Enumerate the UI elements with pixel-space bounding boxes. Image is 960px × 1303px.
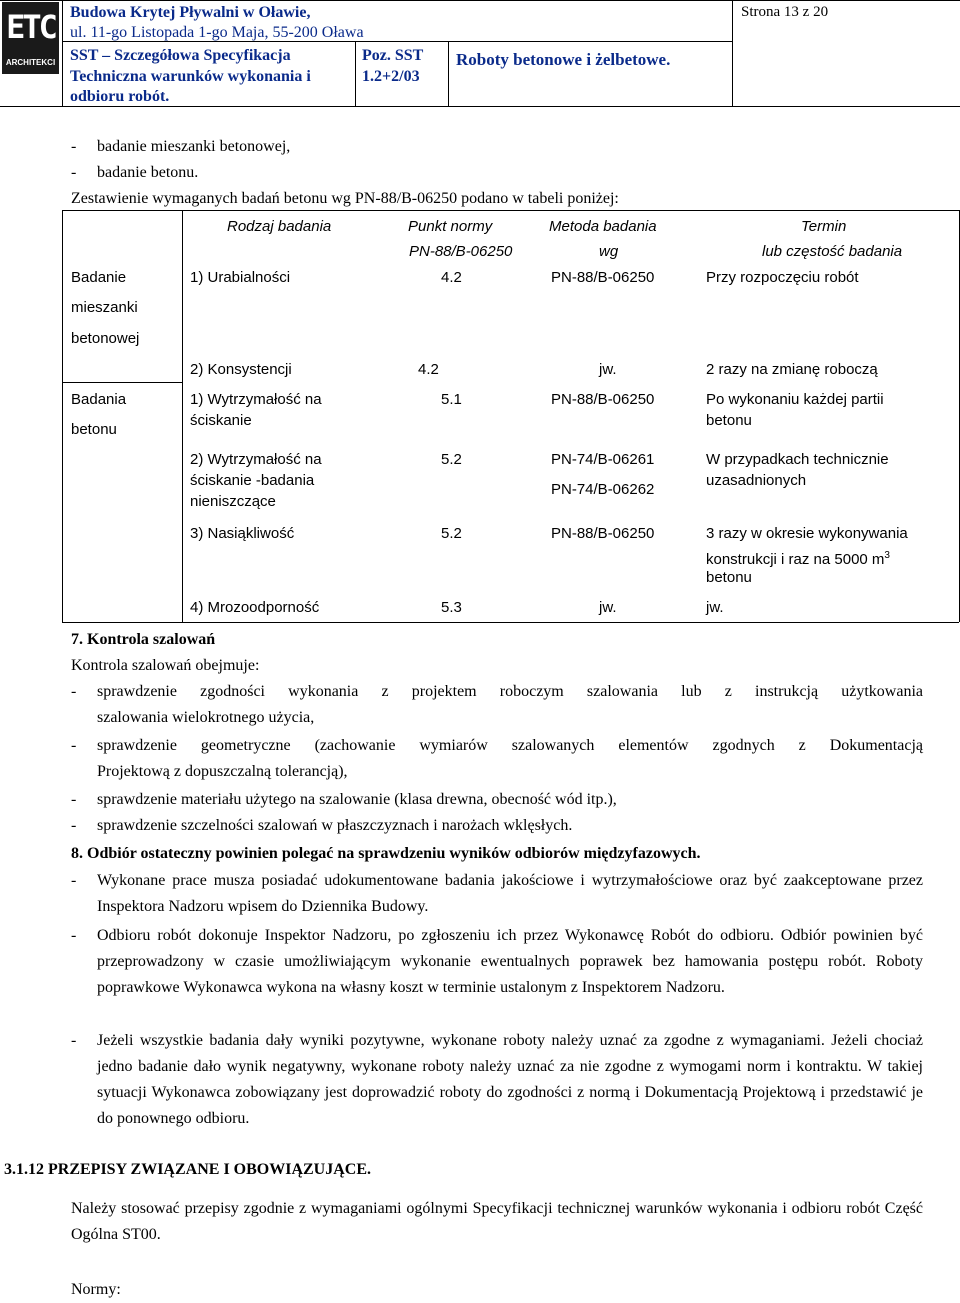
paragraph: Jeżeli wszystkie badania dały wyniki pozytywne, wykonane roboty należy uznać za zgodne z wymaganiami. Jeżeli chociaż jedno badanie dało wynik negatywny, wykonane roboty należy uznać za nie zgodne z wymogami norm i kontraktu. W takiej sytuacji Wykonawca zobowiązany jest doprowadzić roboty do zgodności z normą i Dokumentacją Projektową i przedstawić je do ponownego odbioru. <box>97 1032 923 1127</box>
table-cell: betonu <box>706 569 752 586</box>
list-item: sprawdzenie geometryczne (zachowanie wymiarów szalowanych elementów zgodnych z Dokumentacją <box>97 737 923 754</box>
table-cell: 4.2 <box>418 361 439 378</box>
section-title: Roboty betonowe i żelbetowe. <box>456 50 671 69</box>
normy-label: Normy: <box>71 1281 121 1298</box>
table-cell: Po wykonaniu każdej partii <box>706 391 884 408</box>
dash: - <box>71 737 77 754</box>
table-cell: 3) Nasiąkliwość <box>190 525 295 542</box>
table-group-divider <box>62 382 182 383</box>
list-item: sprawdzenie materiału użytego na szalowanie (klasa drewna, obecność wód itp.), <box>97 791 617 808</box>
spec-title-line2: Techniczna warunków wykonania i <box>70 68 311 85</box>
header-col-line <box>62 0 63 106</box>
table-cell: 2 razy na zmianę roboczą <box>706 361 878 378</box>
logo-subtitle: ARCHITEKCI <box>5 58 56 67</box>
table-border <box>62 210 959 211</box>
table-cell: W przypadkach technicznie <box>706 451 889 468</box>
header-bottom-border <box>0 106 960 107</box>
dash: - <box>71 1032 77 1049</box>
page-number: Strona 13 z 20 <box>741 4 829 20</box>
page-header <box>0 0 960 106</box>
group-label: Badanie <box>71 269 127 286</box>
table-cell: PN-74/B-06261 <box>551 451 655 468</box>
header-col-line <box>448 42 449 106</box>
logo-letters: ETC <box>6 8 55 46</box>
col-header-termin-sub: lub częstość badania <box>762 243 903 260</box>
project-address: ul. 11-go Listopada 1-go Maja, 55-200 Oława <box>70 24 364 41</box>
termin-text: konstrukcji i raz na 5000 m <box>706 551 885 568</box>
table-cell: 4.2 <box>441 269 462 286</box>
table-cell <box>706 546 890 570</box>
col-header-metoda: Metoda badania <box>549 218 657 235</box>
dash: - <box>71 683 77 700</box>
section-heading: 7. Kontrola szalowań <box>71 631 216 648</box>
list-item: badanie betonu. <box>97 164 199 181</box>
project-name: Budowa Krytej Pływalni w Oławie, <box>70 4 311 21</box>
table-cell: ściskanie <box>190 412 252 429</box>
paragraph: Wykonane prace musza posiadać udokumentowane badania jakościowe i wytrzymałościowe oraz być zaakceptowane przez Inspektora Nadzoru wpisem do Dziennika Budowy. <box>97 872 923 915</box>
paragraph: Należy stosować przepisy zgodnie z wymaganiami ogólnymi Specyfikacji technicznej warunków wykonania i odbioru robót Część Ogólna ST00. <box>71 1200 923 1243</box>
dash: - <box>71 817 77 834</box>
table-cell: ściskanie -badania <box>190 472 315 489</box>
group-label: betonowej <box>71 330 140 347</box>
dash: - <box>71 164 77 181</box>
table-cell: jw. <box>706 599 724 616</box>
table-cell: 5.3 <box>441 599 462 616</box>
spec-title-line3: odbioru robót. <box>70 88 170 105</box>
col-header-termin: Termin <box>801 218 847 235</box>
col-header-rodzaj: Rodzaj badania <box>227 218 332 235</box>
superscript: 3 <box>884 550 890 561</box>
col-header-punkt-norma: PN-88/B-06250 <box>409 243 513 260</box>
header-col-line <box>355 42 356 106</box>
section-heading: 3.1.12 PRZEPISY ZWIĄZANE I OBOWIĄZUJĄCE. <box>4 1161 372 1178</box>
table-border <box>62 210 63 622</box>
section-heading: 8. Odbiór ostateczny powinien polegać na sprawdzeniu wyników odbiorów międzyfazowych. <box>71 845 701 862</box>
table-cell: 3 razy w okresie wykonywania <box>706 525 908 542</box>
dash: - <box>71 927 77 944</box>
table-cell: 5.1 <box>441 391 462 408</box>
list-item: sprawdzenie szczelności szalowań w płaszczyznach i narożach wklęsłych. <box>97 817 573 834</box>
group-label: betonu <box>71 421 117 438</box>
etc-architekci-logo <box>2 2 59 74</box>
dash: - <box>71 138 77 155</box>
table-border <box>62 622 959 623</box>
table-cell: nieniszczące <box>190 493 276 510</box>
group-label: mieszanki <box>71 299 138 316</box>
list-item: badanie mieszanki betonowej, <box>97 138 291 155</box>
table-cell: PN-88/B-06250 <box>551 525 655 542</box>
paragraph: Odbioru robót dokonuje Inspektor Nadzoru, po zgłoszeniu ich przez Wykonawcę Robót do odbioru. Odbiór powinien być przeprowadzony w czasie umożliwiającym wykonanie ewentualnych poprawek bez hamowania postępu robót. Roboty poprawkowe Wykonawca wykona na własny koszt w terminie ustalonym z Inspektorem Nadzoru. <box>97 927 923 996</box>
table-cell: 4) Mrozoodporność <box>190 599 320 616</box>
table-cell: 1) Urabialności <box>190 269 291 286</box>
poz-label: Poz. SST <box>362 47 424 64</box>
table-cell: Przy rozpoczęciu robót <box>706 269 859 286</box>
col-header-metoda-wg: wg <box>599 243 619 260</box>
table-cell: 5.2 <box>441 525 462 542</box>
poz-value: 1.2+2/03 <box>362 68 420 85</box>
table-cell: PN-74/B-06262 <box>551 481 655 498</box>
header-col-line <box>732 0 733 106</box>
list-item: szalowania wielokrotnego użycia, <box>97 709 315 726</box>
table-caption: Zestawienie wymaganych badań betonu wg PN-88/B-06250 podano w tabeli poniżej: <box>71 190 619 207</box>
table-cell: jw. <box>599 361 617 378</box>
table-cell: 2) Wytrzymałość na <box>190 451 322 468</box>
table-cell: jw. <box>599 599 617 616</box>
table-cell: PN-88/B-06250 <box>551 391 655 408</box>
group-label: Badania <box>71 391 127 408</box>
table-cell: 5.2 <box>441 451 462 468</box>
list-item: sprawdzenie zgodności wykonania z projektem roboczym szalowania lub z instrukcją użytkowania <box>97 683 923 700</box>
dash: - <box>71 872 77 889</box>
dash: - <box>71 791 77 808</box>
table-cell: PN-88/B-06250 <box>551 269 655 286</box>
table-cell: betonu <box>706 412 752 429</box>
table-cell: 1) Wytrzymałość na <box>190 391 322 408</box>
table-col-line <box>182 210 183 622</box>
paragraph: Kontrola szalowań obejmuje: <box>71 657 260 674</box>
list-item: Projektową z dopuszczalną tolerancją), <box>97 763 348 780</box>
header-top-border <box>0 0 960 1</box>
table-cell: 2) Konsystencji <box>190 361 292 378</box>
table-cell: uzasadnionych <box>706 472 807 489</box>
spec-title: SST – Szczegółowa Specyfikacja <box>70 47 291 64</box>
col-header-punkt: Punkt normy <box>408 218 493 235</box>
